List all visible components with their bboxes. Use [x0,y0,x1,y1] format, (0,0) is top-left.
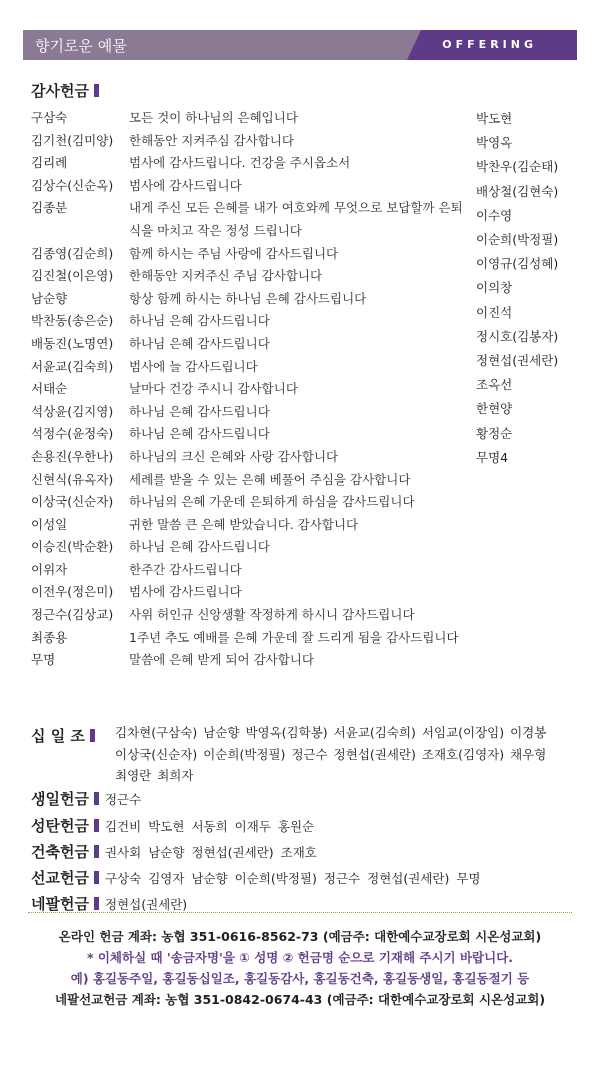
offering-title: 생일헌금 [31,790,89,808]
thanks-message: 한해동안 지켜주신 주님 감사합니다 [129,268,323,284]
offering-donor-name: 이순희(박정필) [234,871,317,886]
side-donor-name: 박도현 [476,111,513,126]
donor-name: 무명 [31,652,56,668]
thanks-message: 1주년 추도 예배를 은혜 가운데 잘 드리게 됨을 감사드립니다 [129,629,459,645]
donor-name: 박찬동(송은순) [31,313,114,329]
thanks-row [31,152,471,175]
title-bar-marker [94,897,99,910]
side-donor-name: 무명4 [476,449,509,465]
donor-name: 정근수(김상교) [31,607,114,623]
section-header [23,30,577,60]
thanks-message: 말씀에 은혜 받게 되어 감사합니다 [129,652,314,668]
thanks-row [31,401,471,424]
tithe-name: 최영란 [115,768,152,783]
side-donor-name: 이진석 [476,304,513,320]
example-line: 예) 홍길동주일, 홍길동십일조, 홍길동감사, 홍길동건축, 홍길동생일, 홍길동절기 등 [70,971,530,986]
title-bar-marker [94,819,99,832]
tithe-name: 서임교(이장임) [421,725,505,740]
header-title: 향기로운 예물 [35,37,127,55]
offering-donor-name: 홍원순 [277,819,315,834]
title-bar-marker [94,792,99,805]
tithe-name: 조재호(김영자) [421,746,505,762]
tithe-name: 남순향 [203,725,240,740]
offering-donor-name: 김영자 [148,871,185,886]
donor-name: 김상수(신순옥) [31,177,114,193]
thanks-row [31,356,471,379]
donor-name: 서윤교(김숙희) [31,358,114,374]
tithe-name: 김차현(구삼숙) [115,725,198,740]
offering-donor-name: 김건비 [104,819,142,834]
title-bar-marker [90,729,95,742]
thanks-row [31,175,471,198]
thanks-title: 감사헌금 [31,80,99,101]
thanks-message: 한주간 감사드립니다 [129,561,242,577]
thanks-message: 날마다 건강 주시니 감사합니다 [129,381,298,397]
thanks-row [31,514,471,537]
offering-donor-name: 서동희 [191,819,228,834]
side-donor-name: 이순희(박정필) [476,232,559,248]
dotted-divider [28,912,572,913]
offering-names [105,819,321,834]
title-bar-marker [94,845,99,858]
thanks-row [31,581,471,604]
donor-name: 배동진(노명연) [31,335,114,351]
offering-title: 선교헌금 [31,869,89,887]
side-donor-name: 황정순 [476,425,513,441]
donor-name: 이승진(박순환) [31,539,114,555]
donor-name: 김종영(김순희) [31,245,114,261]
thanks-message: 하나님 은혜 감사드립니다 [129,335,270,351]
tithe-name: 최희자 [157,768,194,783]
thanks-row [31,469,471,492]
thanks-message: 하나님 은혜 감사드립니다 [129,403,270,419]
donor-name: 남순향 [31,290,68,306]
donor-name: 김리례 [31,155,68,171]
tithe-name: 채우형 [510,746,547,762]
offering-title: 성탄헌금 [31,817,89,835]
thanks-message: 하나님 은혜 감사드립니다 [129,539,270,555]
title-bar-marker [94,84,99,97]
side-donor-name: 정현섭(권세란) [476,353,559,369]
header-tag: OFFERING [442,38,537,51]
donor-name: 신현식(유옥자) [31,471,114,487]
side-donor-name: 배상철(김현숙) [476,183,559,199]
thanks-row [31,243,471,266]
donor-name: 서태순 [31,381,68,397]
offering-donor-name: 조재호 [280,845,317,860]
thanks-row [31,288,471,311]
thanks-side-list [476,107,586,470]
side-donor-name: 이수영 [476,207,513,223]
side-donor-name: 정시호(김봉자) [476,328,559,344]
offering-donor-name: 구상숙 [104,871,142,886]
thanks-message: 항상 함께 하시는 하나님 은혜 감사드립니다 [129,290,367,306]
thanks-row [31,536,471,559]
offering-title: 건축헌금 [31,843,89,861]
offering-row [31,867,488,888]
offering-names [105,871,488,886]
nepal-account-line: 네팔선교헌금 계좌: 농협 351-0842-0674-43 (예금주: 대한예수교장로회 시온성교회) [54,992,546,1007]
thanks-message: 하나님의 은혜 가운데 은퇴하게 하심을 감사드립니다 [129,494,415,510]
thanks-list [31,107,471,672]
donor-name: 구삼숙 [31,110,68,125]
offering-names [105,845,324,860]
tithe-names [115,722,580,787]
offering-donor-name: 정현섭(권세란) [191,845,274,860]
thanks-message: 세례를 받을 수 있는 은혜 베풀어 주심을 감사합니다 [129,471,411,487]
thanks-row [31,627,471,650]
thanks-message: 함께 하시는 주님 사랑에 감사드립니다 [129,245,339,261]
thanks-row [31,446,471,469]
offering-names [105,792,148,807]
thanks-row [31,649,471,672]
donor-name: 김종분 [31,200,68,216]
thanks-message: 한해동안 지켜주심 감사합니다 [129,132,294,148]
donor-name: 김진철(이은영) [31,268,114,284]
offering-donor-name: 정현섭(권세란) [367,871,450,886]
account-line: 온라인 헌금 계좌: 농협 351-0616-8562-73 (예금주: 대한예수교장로회 시온성교회) [58,929,542,944]
thanks-message: 하나님 은혜 감사드립니다 [129,313,270,329]
donor-name: 석정수(윤정숙) [31,426,114,442]
offering-row [31,893,194,914]
side-donor-name: 박영옥 [476,135,513,151]
thanks-row [31,310,471,333]
thanks-message: 내게 주신 모든 은혜를 내가 여호와께 무엇으로 보답할까 은퇴식을 마치고 작은 정성 드립니다 [129,200,463,238]
side-donor-name: 조옥선 [476,377,513,393]
thanks-message: 범사에 감사드립니다. 건강을 주시옵소서 [129,155,351,171]
donor-name: 이상국(신순자) [31,494,114,510]
thanks-message: 하나님의 크신 은혜와 사랑 감사합니다 [129,448,339,464]
offering-row [31,815,321,836]
tithe-name: 이순희(박정필) [203,746,286,762]
offering-donor-name: 이재두 [234,819,271,834]
thanks-row [31,423,471,446]
offering-names [105,897,194,912]
thanks-row [31,491,471,514]
donor-name: 이위자 [31,561,68,577]
tithe-name: 정현섭(권세란) [333,746,416,762]
offering-donor-name: 남순향 [191,871,228,886]
tithe-name: 박영옥(김학봉) [245,725,328,740]
thanks-message: 범사에 감사드립니다 [129,584,242,600]
donor-name: 최종용 [31,629,68,645]
thanks-message: 사위 허인규 신앙생활 작정하게 하시니 감사드립니다 [129,607,415,623]
thanks-row [31,107,471,130]
side-donor-name: 이의창 [476,280,513,296]
tithe-name: 이경봉 [510,725,547,740]
offering-donor-name: 박도현 [148,819,185,834]
offering-donor-name: 정근수 [104,792,142,807]
offering-donor-name: 정근수 [323,871,361,886]
thanks-message: 모든 것이 하나님의 은혜입니다 [129,110,298,125]
side-donor-name: 이영규(김성혜) [476,256,559,272]
thanks-message: 귀한 말씀 큰 은혜 받았습니다. 감사합니다 [129,516,359,532]
offering-donor-name: 권사회 [104,845,142,860]
thanks-row [31,333,471,356]
tithe-name: 이상국(신순자) [115,746,198,762]
thanks-row [31,559,471,582]
offering-row [31,788,148,809]
donor-name: 손용진(우한나) [31,448,114,464]
side-donor-name: 박찬우(김순태) [476,159,559,175]
thanks-row [31,265,471,288]
tithe-title: 십 일 조 [31,725,95,746]
title-bar-marker [94,871,99,884]
side-donor-name: 한현양 [476,401,513,417]
tithe-name: 정근수 [291,746,328,762]
thanks-message: 범사에 늘 감사드립니다 [129,358,258,374]
donor-name: 이전우(정은미) [31,584,114,600]
offering-row [31,841,324,862]
instruction-line: * 이체하실 때 '송금자명'을 ① 성명 ② 헌금명 순으로 기재해 주시기 바랍니다. [86,950,514,965]
offering-donor-name: 남순향 [148,845,185,860]
offering-donor-name: 정현섭(권세란) [104,897,188,912]
thanks-message: 하나님 은혜 감사드립니다 [129,426,270,442]
tithe-name: 서윤교(김숙희) [333,725,416,740]
donor-name: 이성일 [31,516,68,532]
thanks-message: 범사에 감사드립니다 [129,177,242,193]
donor-name: 김기천(김미양) [31,132,114,148]
thanks-row [31,130,471,153]
thanks-row [31,197,471,242]
thanks-row [31,604,471,627]
offering-title: 네팔헌금 [31,895,89,913]
thanks-row [31,378,471,401]
donor-name: 석상윤(김지영) [31,403,114,419]
offering-donor-name: 무명 [456,871,481,886]
